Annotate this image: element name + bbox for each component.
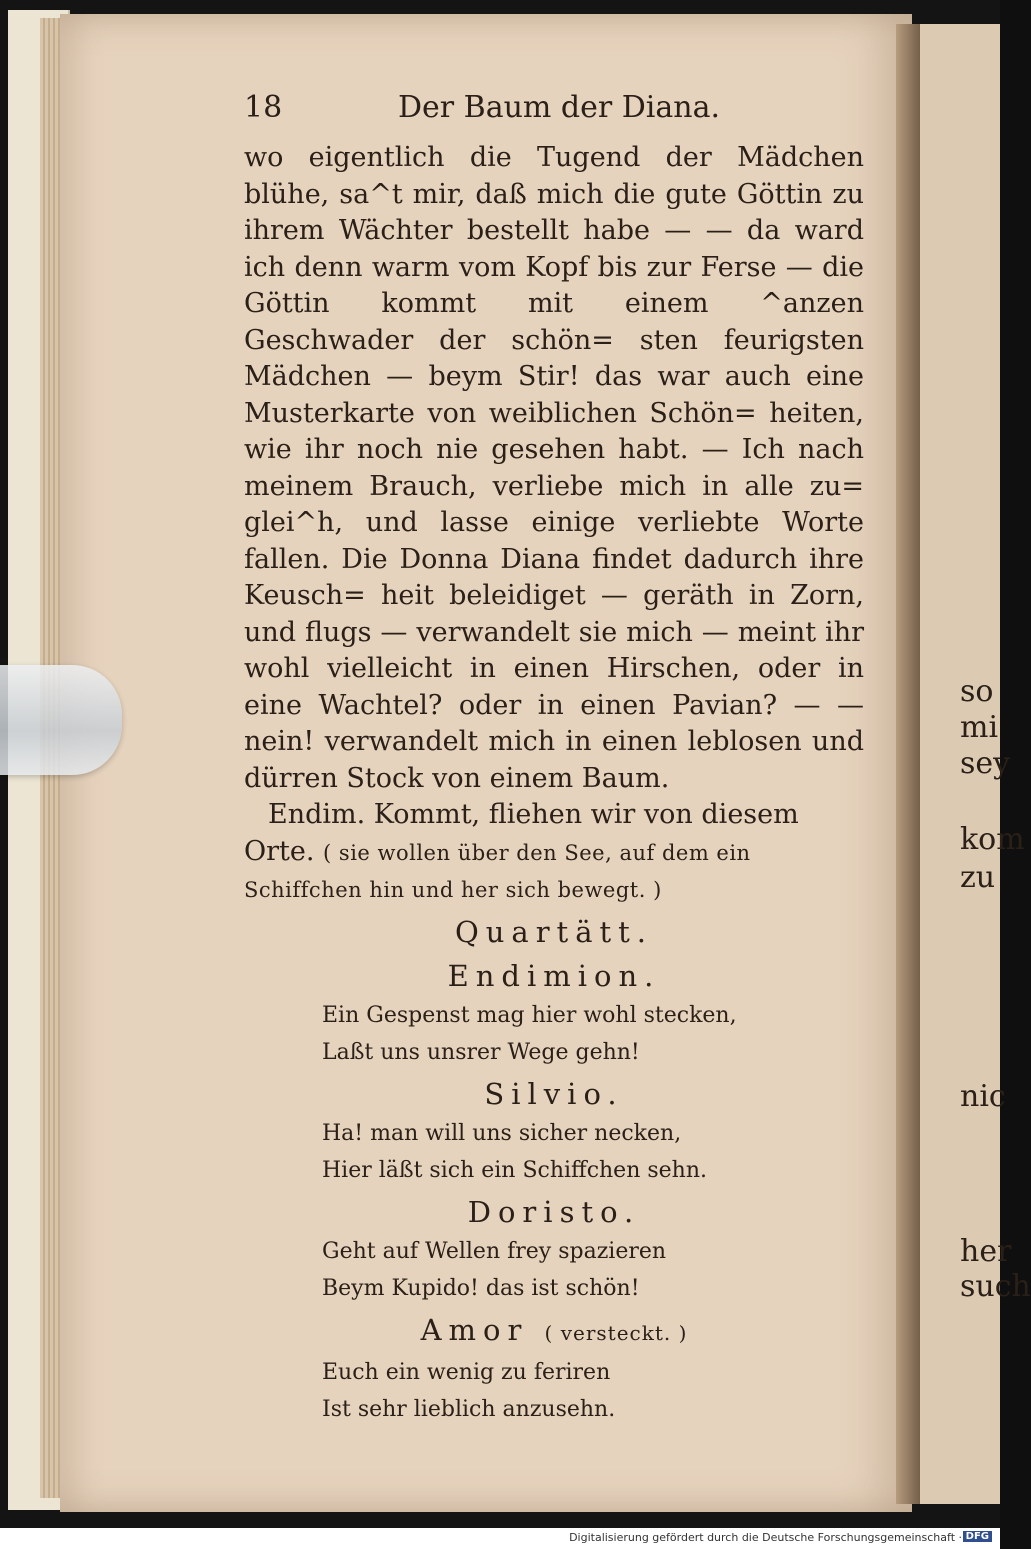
speaker-heading: Silvio.: [484, 1076, 624, 1111]
facing-fragment: nic: [960, 1079, 1006, 1114]
page-number: 18: [244, 90, 283, 125]
text-line: Die Donna Diana findet dadurch ihre Keusch=: [244, 543, 864, 611]
facing-fragment: sey: [960, 746, 1011, 781]
page-header: [244, 90, 864, 140]
dfg-logo: DFG: [963, 1531, 992, 1542]
text-line: wo eigentlich die Tugend der Mädchen blühe,: [244, 142, 864, 210]
verse-line: Ha! man will uns sicher necken,: [322, 1120, 682, 1146]
text-line: sten feurigsten Mädchen — beym Stir! das: [244, 324, 864, 392]
text-line: war auch eine Musterkarte von weiblichen Schön=: [244, 361, 864, 429]
text-line: in einen Pavian? — — nein! verwandelt: [244, 689, 864, 757]
verse-line: Ein Gespenst mag hier wohl stecken,: [322, 1002, 737, 1028]
verse-line: Geht auf Wellen frey spazieren: [322, 1238, 667, 1264]
text-line: einem Baum.: [489, 762, 670, 794]
facing-fragment: mi: [960, 710, 999, 745]
stage-direction: Schiffchen hin und her sich bewegt. ): [244, 878, 662, 902]
verse-line: Hier läßt sich ein Schiffchen sehn.: [322, 1157, 707, 1183]
text-line: kommt mit einem ^anzen Geschwader der schön=: [244, 288, 864, 356]
facing-fragment: so: [960, 674, 994, 709]
stage-direction: ( versteckt. ): [544, 1320, 688, 1345]
verse-line: Laßt uns unsrer Wege gehn!: [322, 1039, 640, 1065]
verse-line: Euch ein wenig zu feriren: [322, 1359, 611, 1385]
text-line: warm vom Kopf bis zur Ferse — die Göttin: [244, 251, 864, 319]
speaker-heading: [244, 1309, 864, 1354]
text-line: heit beleidiget — geräth in Zorn, und flugs —: [244, 580, 864, 648]
facing-fragment: her: [960, 1234, 1012, 1269]
digitization-footer: [0, 1528, 1000, 1549]
text-line: sa^t mir, daß mich die gute Göttin zu ihrem: [244, 178, 864, 246]
text-line: Wächter bestellt habe — — da ward ich denn: [244, 215, 864, 283]
text-line: nach meinem Brauch, verliebe mich in alle zu=: [244, 434, 864, 502]
text-line: mich in einen leblosen und dürren Stock von: [244, 726, 864, 794]
facing-page: [920, 24, 1031, 1504]
stage-direction: ( sie wollen über den See, auf dem ein: [323, 840, 751, 865]
speaker-heading: Endimion.: [447, 958, 661, 993]
text-line: Orte.: [244, 835, 315, 867]
verse-line: Ist sehr lieblich anzusehn.: [322, 1396, 616, 1422]
book-gutter: [896, 24, 922, 1504]
running-title: Der Baum der Diana.: [398, 90, 721, 125]
text-line: heiten, wie ihr noch nie gesehen habt. — Ich: [244, 397, 864, 465]
facing-fragment: kom: [960, 822, 1025, 857]
speaker-heading: Doristo.: [467, 1194, 641, 1229]
speaker-name: Endim.: [268, 799, 366, 830]
text-line: in einen Hirschen, oder in eine Wachtel? oder: [244, 653, 864, 721]
text-line: verwandelt sie mich — meint ihr wohl vielleicht: [244, 616, 864, 684]
text-line: glei^h, und lasse einige verliebte Worte fallen.: [244, 507, 864, 575]
facing-fragment: zu: [960, 860, 996, 895]
page-clip: [0, 665, 122, 775]
facing-fragment: such: [960, 1269, 1031, 1304]
quartet-heading: Quartätt.: [454, 914, 654, 949]
verse-line: Beym Kupido! das ist schön!: [322, 1275, 640, 1301]
page-content: [244, 90, 864, 1428]
speaker-name: Amor: [420, 1312, 529, 1347]
funding-credit: Digitalisierung gefördert durch die Deutsche Forschungsgemeinschaft ·: [569, 1531, 962, 1544]
endim-speech: [244, 797, 864, 909]
text-line: Kommt, fliehen wir von diesem: [373, 799, 799, 830]
prose-paragraph: [244, 140, 864, 797]
